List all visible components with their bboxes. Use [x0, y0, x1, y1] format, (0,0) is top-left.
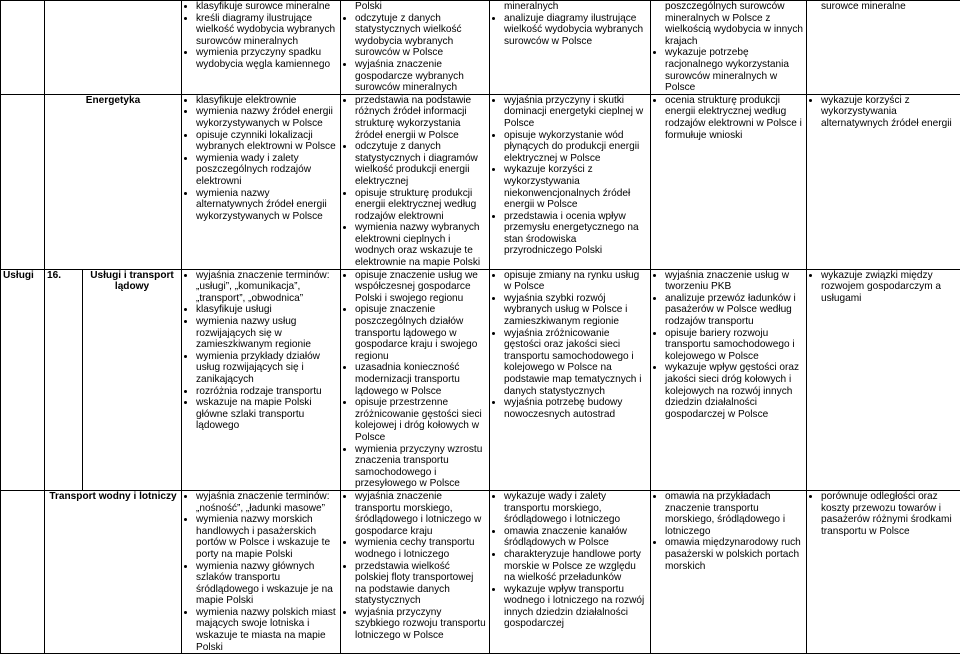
list-item: • analizuje przewóz ładunków i pasażerów w Polsce według rodzajów transportu: [665, 293, 803, 328]
table-row: [1, 490, 960, 653]
col4-cell: [651, 1, 807, 95]
list-item: • uzasadnia konieczność modernizacji transportu lądowego w Polsce: [355, 362, 486, 397]
list-item: • omawia międzynarodowy ruch pasażerski w polskich portach morskich: [665, 537, 803, 572]
col5-cell: [807, 94, 960, 269]
col1-cell: [182, 94, 341, 269]
list-item: • odczytuje z danych statystycznych wielkość wydobycia wybranych surowców w Polsce: [355, 13, 486, 59]
col3-cell: [490, 1, 651, 95]
list-item: • wykazuje wpływ transportu wodnego i lotniczego na rozwój innych dziedzin działalności gospodarczej: [504, 584, 647, 630]
topic-cell: [83, 269, 182, 490]
table-row: [1, 94, 960, 269]
topic-cell: [45, 490, 182, 653]
col1-cell: [182, 490, 341, 653]
list-item: • wymienia wady i zalety poszczególnych rodzajów elektrowni: [196, 153, 337, 188]
col4-cell: [651, 94, 807, 269]
list-item: • omawia znaczenie kanałów śródlądowych w Polsce: [504, 526, 647, 549]
topic-title: Usługi i transport lądowy: [90, 270, 174, 293]
list-item: • opisuje znaczenie usług we współczesnej gospodarce Polski i swojego regionu: [355, 270, 486, 305]
list-item: • omawia na przykładach znaczenie transportu morskiego, śródlądowego i lotniczego: [665, 491, 803, 537]
list-item: • wyjaśnia przyczyny i skutki dominacji energetyki cieplnej w Polsce: [504, 95, 647, 130]
list-item: • wymienia nazwy wybranych elektrowni cieplnych i wodnych oraz wskazuje te elektrownie na mapie Polski: [355, 222, 486, 268]
col2-cell: [341, 269, 490, 490]
list-item: • wymienia nazwy alternatywnych źródeł energii wykorzystywanych w Polsce: [196, 188, 337, 223]
list-item: • wyjaśnia zróżnicowanie gęstości oraz jakości sieci transportu samochodowego i kolejowego w Polsce na podstawie map tematycznych i danych statystycznych: [504, 328, 647, 398]
col2-cell: [341, 490, 490, 653]
list-item: • wyjaśnia znaczenie usług w tworzeniu PKB: [665, 270, 803, 293]
list-item: • wykazuje potrzebę racjonalnego wykorzystania surowców mineralnych w Polsce: [665, 47, 803, 93]
col1-cell: [182, 269, 341, 490]
list-item: • opisuje bariery rozwoju transportu samochodowego i kolejowego w Polsce: [665, 328, 803, 363]
list-item: • wykazuje wady i zalety transportu morskiego, śródlądowego i lotniczego: [504, 491, 647, 526]
list-item: • wyjaśnia znaczenie transportu morskiego, śródlądowego i lotniczego w gospodarce kraju: [355, 491, 486, 537]
list-item: • wymienia nazwy morskich handlowych i pasażerskich portów w Polsce i wskazuje te porty na mapie Polski: [196, 514, 337, 560]
list-item-continued: poszczególnych surowców mineralnych w Polsce z wielkością wydobycia w innych krajach: [654, 1, 803, 47]
list-item: • opisuje przestrzenne zróżnicowanie gęstości sieci kolejowej i dróg kołowych w Polsce: [355, 397, 486, 443]
topic-cell: [45, 94, 182, 269]
list-item: • wyjaśnia przyczyny szybkiego rozwoju transportu lotniczego w Polsce: [355, 607, 486, 642]
list-item: • przedstawia i ocenia wpływ przemysłu energetycznego na stan środowiska przyrodniczego Polski: [504, 211, 647, 257]
list-item: • opisuje czynniki lokalizacji wybranych elektrowni w Polsce: [196, 130, 337, 153]
list-item: • rozróżnia rodzaje transportu: [196, 386, 337, 398]
list-item: • wymienia przykłady działów usług rozwijających się i zanikających: [196, 351, 337, 386]
col2-cell: [341, 1, 490, 95]
list-item: • wyjaśnia potrzebę budowy nowoczesnych autostrad: [504, 397, 647, 420]
section-title: Usługi: [3, 270, 34, 281]
list-item: • odczytuje z danych statystycznych i diagramów wielkość produkcji energii elektrycznej: [355, 141, 486, 187]
list-item: • wyjaśnia znaczenie gospodarcze wybranych surowców mineralnych: [355, 59, 486, 94]
topic-number-cell: [45, 269, 83, 490]
table-row: [1, 1, 960, 95]
section-cell: [1, 490, 45, 653]
list-item: • opisuje zmiany na rynku usług w Polsce: [504, 270, 647, 293]
list-item: • wykazuje korzyści z wykorzystywania alternatywnych źródeł energii: [821, 95, 957, 130]
list-item: • przedstawia na podstawie różnych źródeł informacji strukturę wykorzystania źródeł energii w Polsce: [355, 95, 486, 141]
col3-cell: [490, 490, 651, 653]
table-row: [1, 269, 960, 490]
list-item: • kreśli diagramy ilustrujące wielkość wydobycia wybranych surowców mineralnych: [196, 13, 337, 48]
list-item: • wymienia przyczyny wzrostu znaczenia transportu samochodowego i przesyłowego w Polsce: [355, 444, 486, 490]
col4-cell: [651, 269, 807, 490]
list-item: • klasyfikuje usługi: [196, 304, 337, 316]
list-item: • wymienia nazwy głównych szlaków transportu śródlądowego i wskazuje je na mapie Polski: [196, 561, 337, 607]
section-cell: [1, 94, 45, 269]
section-cell: [1, 269, 45, 490]
list-item: • wykazuje korzyści z wykorzystywania niekonwencjonalnych źródeł energii w Polsce: [504, 164, 647, 210]
topic-number: 16.: [47, 270, 61, 281]
list-item: • porównuje odległości oraz koszty przewozu towarów i pasażerów różnymi środkami transportu w Polsce: [821, 491, 957, 537]
list-item: • ocenia strukturę produkcji energii elektrycznej według rodzajów elektrowni w Polsce i formułuje wnioski: [665, 95, 803, 141]
list-item-continued: surowce mineralne: [810, 1, 957, 13]
list-item: • wymienia cechy transportu wodnego i lotniczego: [355, 537, 486, 560]
list-item-continued: Polski: [344, 1, 486, 13]
list-item: • charakteryzuje handlowe porty morskie w Polsce ze względu na wielkość przeładunków: [504, 549, 647, 584]
list-item: • wyjaśnia znaczenie terminów: „usługi”, „komunikacja”, „transport”, „obwodnica”: [196, 270, 337, 305]
list-item: • wyjaśnia szybki rozwój wybranych usług w Polsce i zamieszkiwanym regionie: [504, 293, 647, 328]
col4-cell: [651, 490, 807, 653]
list-item: • wyjaśnia znaczenie terminów: „nośność”, „ładunki masowe”: [196, 491, 337, 514]
col5-cell: [807, 490, 960, 653]
list-item: • klasyfikuje elektrownie: [196, 95, 337, 107]
topic-cell: [45, 1, 182, 95]
list-item: • opisuje znaczenie poszczególnych działów transportu lądowego w gospodarce kraju i swojego regionu: [355, 304, 486, 362]
list-item-continued: mineralnych: [493, 1, 647, 13]
list-item: • wymienia nazwy polskich miast mających swoje lotniska i wskazuje te miasta na mapie Polski: [196, 607, 337, 653]
section-cell: [1, 1, 45, 95]
topic-title: Energetyka: [86, 95, 140, 106]
list-item: • opisuje wykorzystanie wód płynących do produkcji energii elektrycznej w Polsce: [504, 130, 647, 165]
list-item: • klasyfikuje surowce mineralne: [196, 1, 337, 13]
col5-cell: [807, 1, 960, 95]
list-item: • wymienia nazwy źródeł energii wykorzystywanych w Polsce: [196, 106, 337, 129]
col2-cell: [341, 94, 490, 269]
topic-title: Transport wodny i lotniczy: [49, 491, 176, 502]
list-item: • wykazuje związki między rozwojem gospodarczym a usługami: [821, 270, 957, 305]
list-item: • wskazuje na mapie Polski główne szlaki transportu lądowego: [196, 397, 337, 432]
col1-cell: [182, 1, 341, 95]
list-item: • analizuje diagramy ilustrujące wielkość wydobycia wybranych surowców w Polsce: [504, 13, 647, 48]
list-item: • wymienia nazwy usług rozwijających się w zamieszkiwanym regionie: [196, 316, 337, 351]
col3-cell: [490, 94, 651, 269]
list-item: • przedstawia wielkość polskiej floty transportowej na podstawie danych statystycznych: [355, 561, 486, 607]
col3-cell: [490, 269, 651, 490]
col5-cell: [807, 269, 960, 490]
list-item: • wykazuje wpływ gęstości oraz jakości sieci dróg kołowych i kolejowych na rozwój innych dziedzin działalności gospodarczej w Polsce: [665, 362, 803, 420]
list-item: • wymienia przyczyny spadku wydobycia węgla kamiennego: [196, 47, 337, 70]
list-item: • opisuje strukturę produkcji energii elektrycznej według rodzajów elektrowni: [355, 188, 486, 223]
